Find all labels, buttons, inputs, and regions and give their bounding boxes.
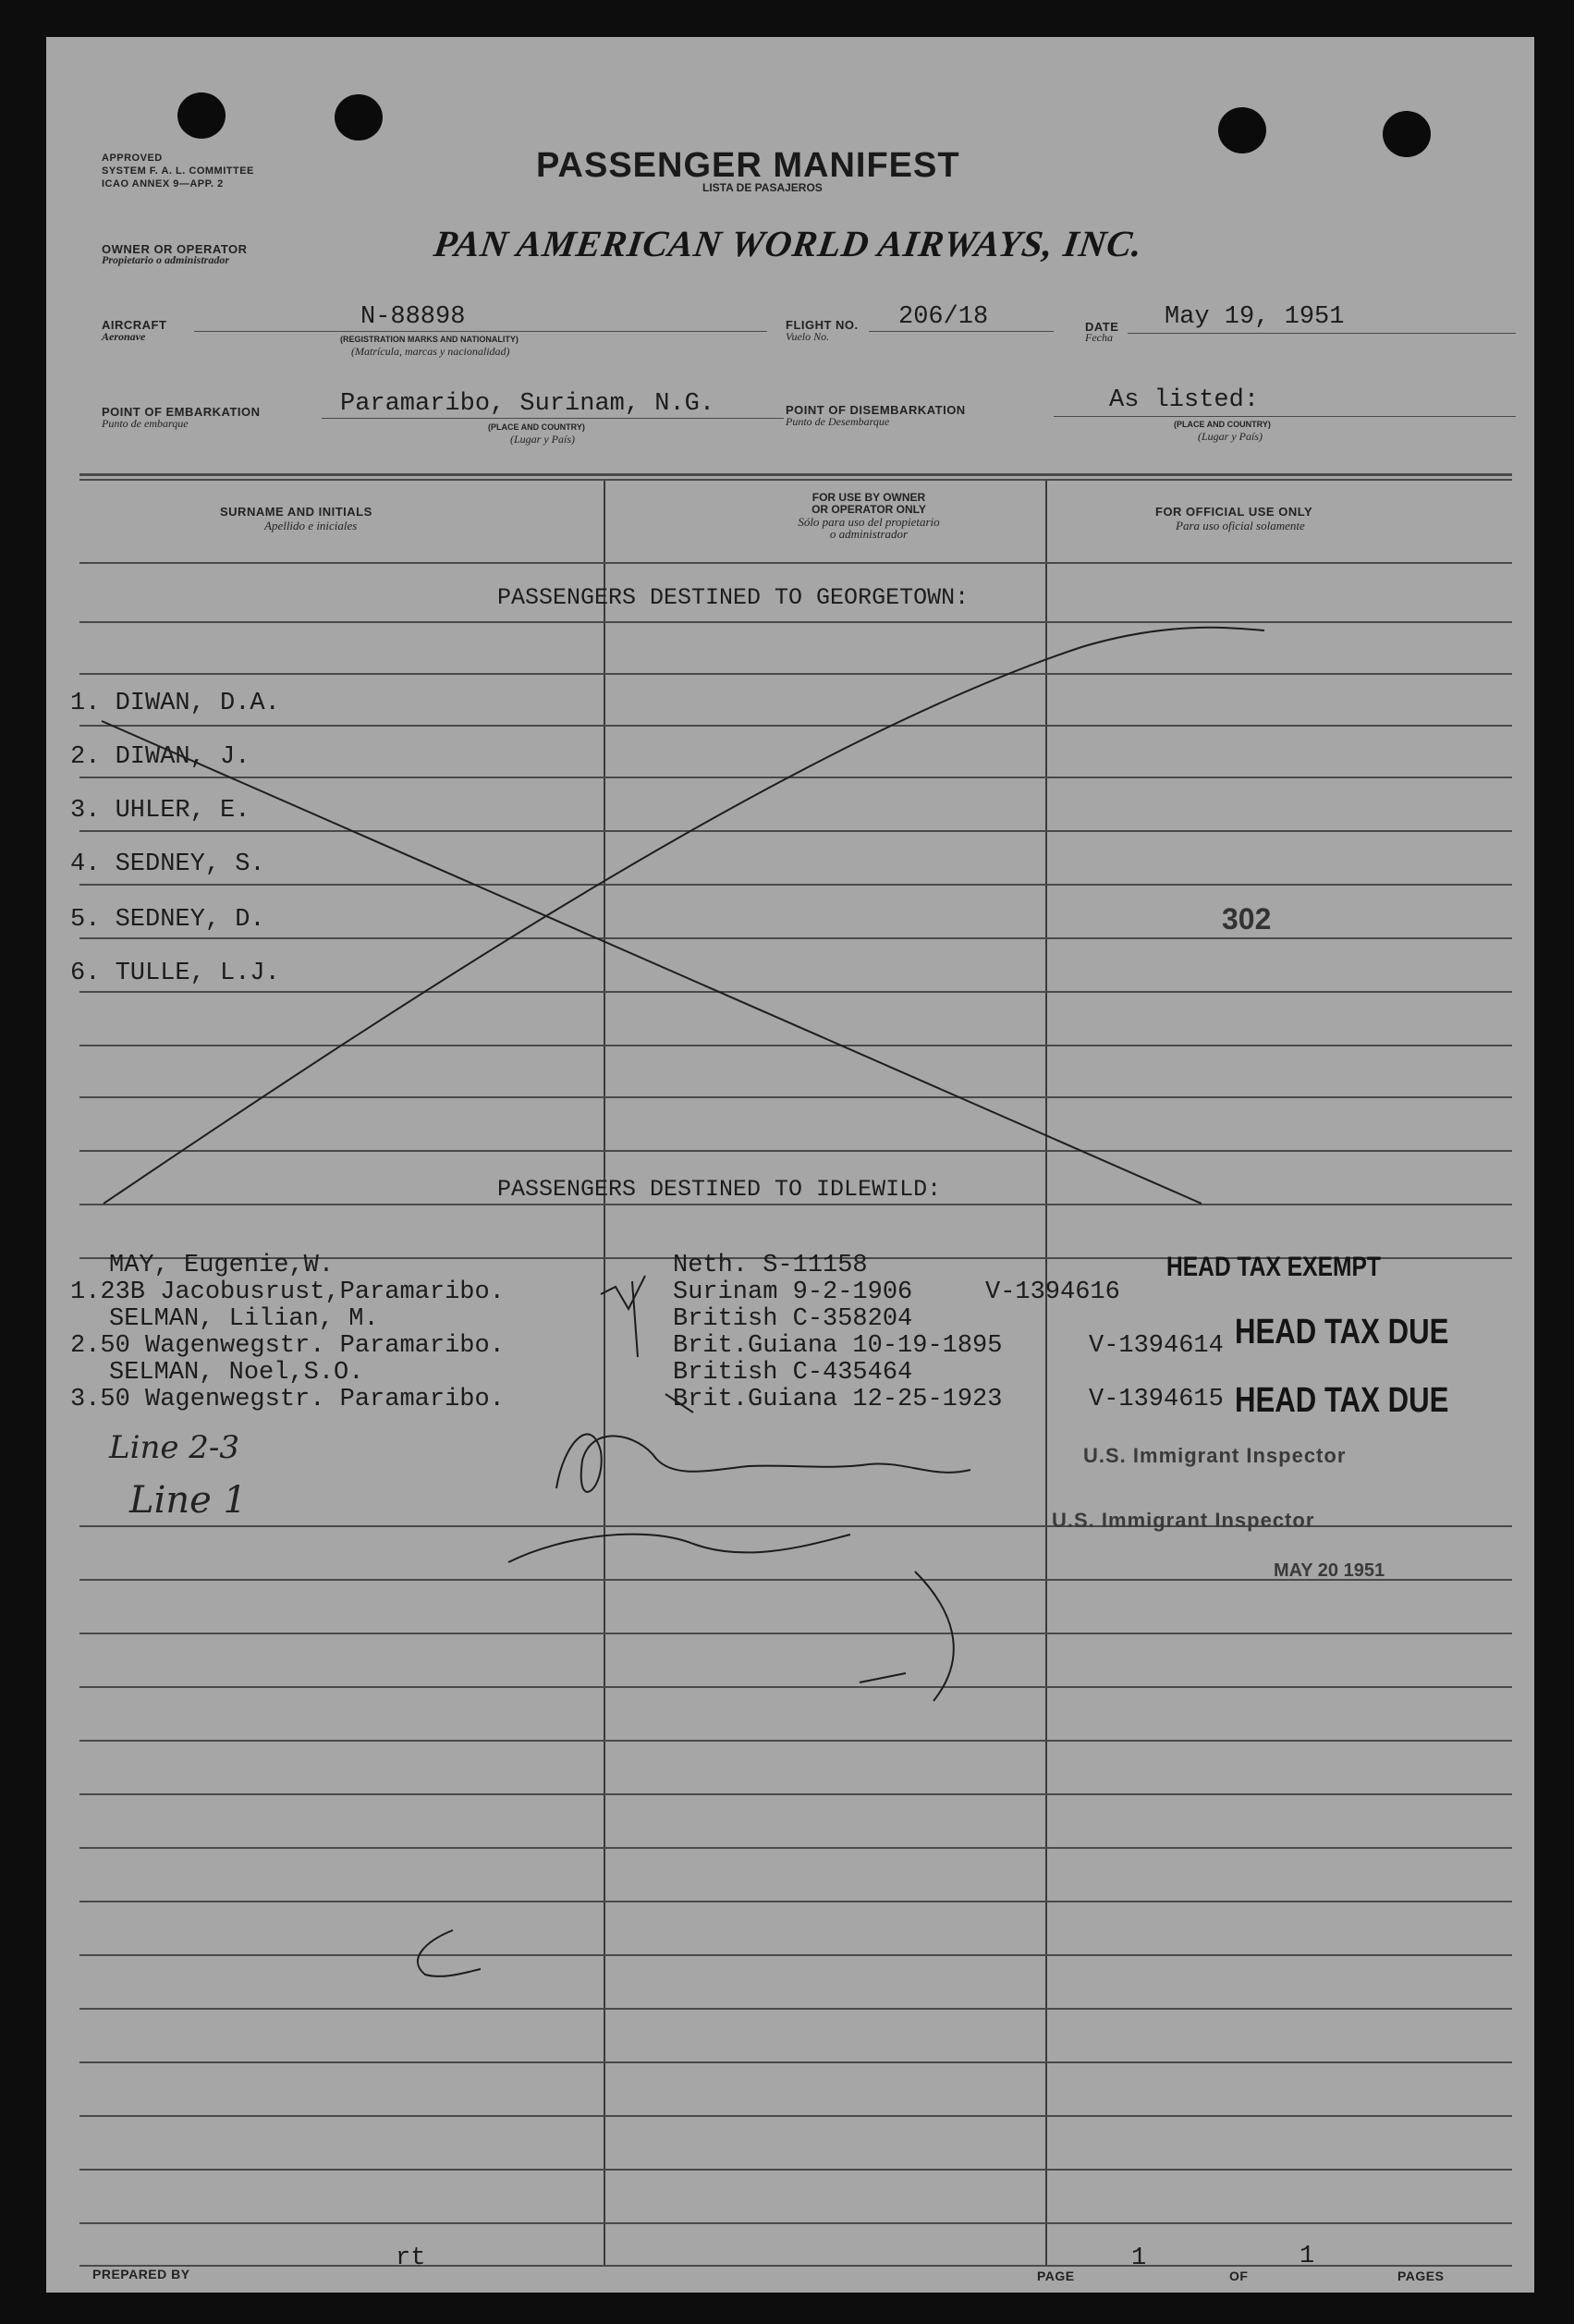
handwritten-annotation: Line 2-3	[109, 1429, 240, 1466]
page-title-es: LISTA DE PASAJEROS	[702, 181, 823, 194]
flight-label-es: Vuelo No.	[786, 330, 830, 343]
prepared-by-value: rt	[396, 2244, 426, 2272]
column-header-official: FOR OFFICIAL USE ONLY	[1155, 505, 1313, 519]
cross-out-stroke	[102, 721, 1202, 1204]
inspector-signature	[46, 1239, 1063, 1719]
owner-value: PAN AMERICAN WORLD AIRWAYS, INC.	[431, 223, 1146, 264]
prepared-by-label: PREPARED BY	[92, 2267, 190, 2281]
passport-origin: Surinam 9-2-1906	[673, 1278, 913, 1306]
inspector-stamp: U.S. Immigrant Inspector	[1083, 1444, 1347, 1467]
place-note: (PLACE AND COUNTRY)	[488, 422, 585, 432]
embarkation-label: POINT OF EMBARKATION	[102, 405, 261, 419]
column-header-surname: SURNAME AND INITIALS	[220, 505, 372, 519]
place-note-es: (Lugar y País)	[1198, 430, 1263, 443]
handwritten-annotation: Line 1	[129, 1479, 247, 1522]
of-label: OF	[1229, 2269, 1249, 2283]
head-tax-stamp: HEAD TAX DUE	[1235, 1381, 1449, 1420]
visa-number: V-1394615	[1089, 1386, 1224, 1413]
column-header-surname-es: Apellido e iniciales	[264, 519, 358, 532]
visa-number: V-1394616	[985, 1278, 1120, 1306]
passport-origin: Brit.Guiana 12-25-1923	[673, 1386, 1003, 1413]
passenger-address: 3.50 Wagenwegstr. Paramaribo.	[70, 1386, 505, 1413]
disembarkation-label: POINT OF DISEMBARKATION	[786, 403, 966, 417]
flight-label: FLIGHT NO.	[786, 318, 859, 332]
header-line: OR OPERATOR ONLY	[811, 503, 926, 516]
visa-number: V-1394614	[1089, 1332, 1224, 1360]
registration-note: (REGISTRATION MARKS AND NATIONALITY)	[340, 335, 519, 344]
row-rule	[79, 2061, 1512, 2063]
page-number: 1	[1131, 2244, 1147, 2272]
cross-out-mark	[46, 37, 1534, 1331]
passport-number: Neth. S-11158	[673, 1252, 868, 1279]
date-label-es: Fecha	[1085, 331, 1113, 344]
passenger-entry: 1. DIWAN, D.A.	[70, 690, 280, 717]
embarkation-label-es: Punto de embarque	[102, 417, 189, 430]
cross-out-stroke	[104, 628, 1264, 1204]
head-tax-stamp: HEAD TAX EXEMPT	[1166, 1252, 1381, 1282]
footer-rule	[79, 2265, 1512, 2267]
place-note-es: (Lugar y País)	[510, 433, 575, 446]
aircraft-label-es: Aeronave	[102, 330, 146, 343]
row-rule	[79, 2115, 1512, 2117]
row-rule	[79, 2008, 1512, 2010]
passenger-name: SELMAN, Noel,S.O.	[109, 1359, 364, 1387]
idlewild-heading: PASSENGERS DESTINED TO IDLEWILD:	[497, 1176, 942, 1203]
georgetown-heading: PASSENGERS DESTINED TO GEORGETOWN:	[497, 584, 970, 611]
passenger-entry: 6. TULLE, L.J.	[70, 960, 280, 987]
date-value: May 19, 1951	[1165, 303, 1345, 331]
row-rule	[79, 1901, 1512, 1902]
official-number: 302	[1222, 902, 1272, 936]
aircraft-label: AIRCRAFT	[102, 318, 167, 332]
row-rule	[79, 1847, 1512, 1849]
head-tax-stamp: HEAD TAX DUE	[1235, 1313, 1449, 1352]
embarkation-value: Paramaribo, Surinam, N.G.	[340, 390, 715, 418]
registration-note-es: (Matrícula, marcas y nacionalidad)	[351, 345, 510, 358]
passenger-name: SELMAN, Lilian, M.	[109, 1305, 379, 1333]
owner-label: OWNER OR OPERATOR	[102, 242, 248, 256]
passenger-address: 2.50 Wagenwegstr. Paramaribo.	[70, 1332, 505, 1360]
row-rule	[79, 2169, 1512, 2171]
header-line: o administrador	[829, 527, 909, 541]
manifest-sheet	[46, 37, 1534, 2293]
owner-label-es: Propietario o administrador	[102, 253, 230, 266]
inspector-stamp: U.S. Immigrant Inspector	[1052, 1509, 1315, 1532]
passenger-entry: 5. SEDNEY, D.	[70, 906, 265, 934]
passport-number: British C-435464	[673, 1359, 913, 1387]
disembarkation-label-es: Punto de Desembarque	[786, 415, 890, 428]
passenger-entry: 4. SEDNEY, S.	[70, 850, 265, 878]
passenger-name: MAY, Eugenie,W.	[109, 1252, 335, 1279]
header-line: FOR USE BY OWNER	[811, 491, 926, 504]
date-label: DATE	[1085, 320, 1119, 334]
page-total: 1	[1299, 2243, 1315, 2270]
header-line: Sólo para uso del propietario	[798, 515, 940, 529]
flight-value: 206/18	[898, 303, 989, 331]
passenger-entry: 2. DIWAN, J.	[70, 743, 250, 771]
row-rule	[79, 1793, 1512, 1795]
passport-number: British C-358204	[673, 1305, 913, 1333]
passenger-entry: 3. UHLER, E.	[70, 797, 250, 825]
page-title: PASSENGER MANIFEST	[536, 146, 960, 185]
disembarkation-value: As listed:	[1109, 386, 1260, 414]
pages-label: PAGES	[1397, 2269, 1445, 2283]
place-note: (PLACE AND COUNTRY)	[1174, 420, 1271, 429]
row-rule	[79, 2222, 1512, 2224]
passenger-address: 1.23B Jacobusrust,Paramaribo.	[70, 1278, 505, 1306]
approval-line: ICAO ANNEX 9—APP. 2	[102, 178, 224, 190]
passport-origin: Brit.Guiana 10-19-1895	[673, 1332, 1003, 1360]
column-header-official-es: Para uso oficial solamente	[1176, 519, 1305, 532]
approval-line: APPROVED	[102, 153, 163, 164]
row-rule	[79, 1740, 1512, 1742]
check-mark	[388, 1923, 499, 1988]
date-stamp: MAY 20 1951	[1274, 1560, 1385, 1581]
approval-line: SYSTEM F. A. L. COMMITTEE	[102, 165, 254, 177]
row-rule	[79, 1954, 1512, 1956]
page-label: PAGE	[1037, 2269, 1075, 2283]
aircraft-value: N-88898	[360, 303, 466, 331]
